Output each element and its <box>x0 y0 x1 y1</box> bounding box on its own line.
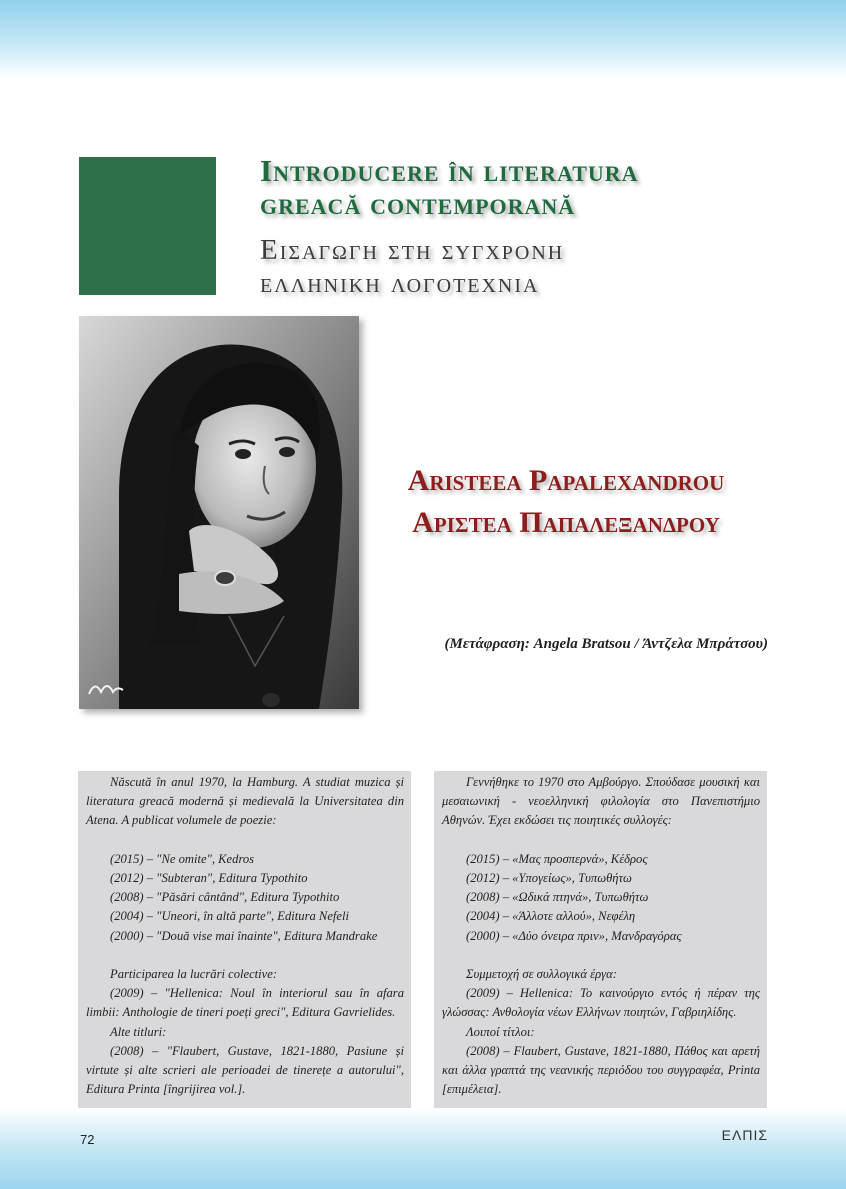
author-name-ro: Aristeea Papalexandrou <box>407 464 725 497</box>
article-title-gr <box>260 234 740 300</box>
work-item: (2015) – «Μας προσπερνά», Κέδρος <box>466 851 648 866</box>
collective-item: (2009) – "Hellenica: Noul în interiorul sau în afara limbii: Anthologie de tineri poeți greci", Editura Gavrielides. <box>86 986 404 1020</box>
journal-name: ΕΛΠΙΣ <box>721 1127 768 1143</box>
other-item: (2008) – "Flaubert, Gustave, 1821-1880, Pasiune și virtute și alte scrieri ale perioadei de tinerețe a autorului", Editura Printa [îngrijirea vol.]. <box>86 1043 404 1097</box>
work-item: (2008) – "Păsări cântând", Editura Typothito <box>110 890 340 905</box>
other-item: (2008) – Flaubert, Gustave, 1821-1880, Πάθος και αρετή και άλλα γραπτά της νεανικής περιόδου του συγγραφέα, Printa [επιμέλεια]. <box>442 1043 760 1097</box>
bottom-gradient-band <box>0 1108 846 1189</box>
column-romanian <box>78 771 411 1110</box>
article-title-ro <box>260 154 740 220</box>
author-name-gr: Αριστεα Παπαλεξανδρου <box>412 506 720 539</box>
title-ro-line2: greacă contemporană <box>260 186 576 221</box>
column-greek <box>434 771 767 1110</box>
other-heading: Λοιποί τίτλοι: <box>466 1024 535 1039</box>
green-accent-block <box>79 157 216 295</box>
title-gr-line1: Εισαγωγη στη συγχρονη <box>260 234 565 266</box>
work-item: (2015) – "Ne omite", Kedros <box>110 851 255 866</box>
collective-item: (2009) – Hellenica: Το καινούργιο εντός ή πέραν της γλώσσας: Ανθολογία νέων Ελλήνων ποιητών, Γαβριηλίδης. <box>442 986 760 1020</box>
author-photo <box>79 316 359 709</box>
work-item: (2012) – "Subteran", Editura Typothito <box>110 871 308 885</box>
top-gradient-band <box>0 0 846 78</box>
bio-intro: Născută în anul 1970, la Hamburg. A studiat muzica și literatura greacă modernă și medievală la Universitatea din Atena. A publicat volumele de poezie: <box>86 775 404 828</box>
work-item: (2004) – «Άλλοτε αλλού», Νεφέλη <box>466 909 636 924</box>
work-item: (2004) – "Uneori, în altă parte", Editura Nefeli <box>110 909 349 924</box>
page-number: 72 <box>80 1132 95 1147</box>
work-item: (2000) – «Δύο όνειρα πριν», Μανδραγόρας <box>466 928 682 943</box>
collective-heading: Συμμετοχή σε συλλογικά έργα: <box>466 967 617 981</box>
bio-intro: Γεννήθηκε το 1970 στο Αμβούργο. Σπούδασε μουσική και μεσαιωνική - νεοελληνική φιλολογία στο Πανεπιστήμιο Αθηνών. Έχει εκδώσει τις ποιητικές συλλογές: <box>442 775 760 828</box>
work-item: (2000) – "Două vise mai înainte", Editura Mandrake <box>110 928 378 943</box>
author-portrait-drawing <box>79 316 359 709</box>
translator-credit: (Μετάφραση: Angela Bratsou / Άντζελα Μπράτσου) <box>444 636 768 652</box>
title-ro-line1: Introducere în literatura <box>260 153 639 188</box>
work-item: (2008) – «Ωδικά πτηνά», Τυπωθήτω <box>466 890 649 905</box>
work-item: (2012) – «Υπογείως», Τυπωθήτω <box>466 871 632 885</box>
other-heading: Alte titluri: <box>110 1024 167 1039</box>
collective-heading: Participarea la lucrări colective: <box>110 967 278 981</box>
title-gr-line2: ελληνικη λογοτεχνια <box>260 267 540 299</box>
